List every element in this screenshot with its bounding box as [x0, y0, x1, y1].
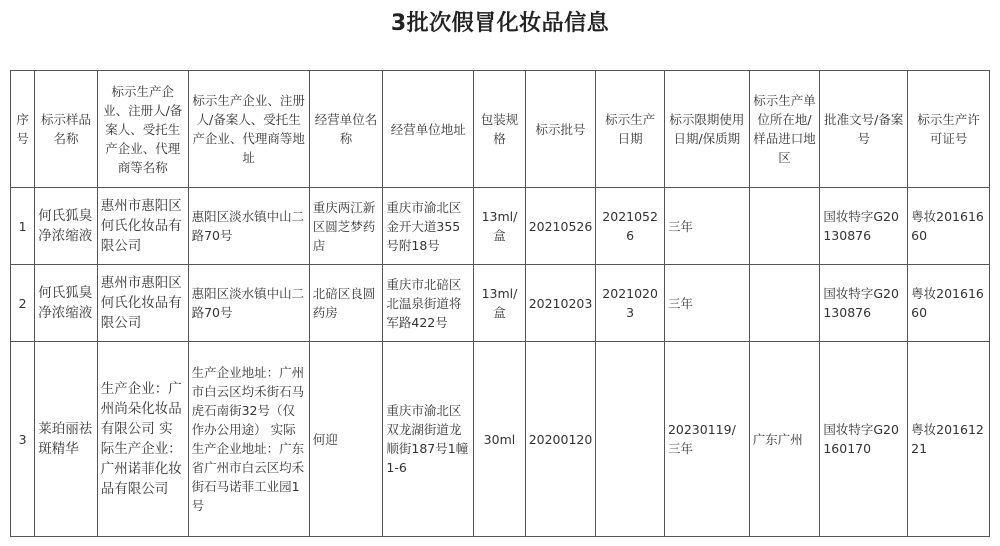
cell-shelf-life: 20230119/三年: [664, 342, 749, 537]
cell-batch: 20200120: [525, 342, 596, 537]
table-row: [11, 342, 990, 537]
cell-sample-name: 何氏狐臭净浓缩液: [35, 188, 98, 265]
cell-origin: [749, 265, 820, 342]
cell-seller-name: 何迎: [309, 342, 383, 537]
cell-seller-address: 重庆市北碚区北温泉街道将军路422号: [383, 265, 474, 342]
cell-seller-address: 重庆市渝北区双龙湖街道龙顺街187号1幢1-6: [383, 342, 474, 537]
column-header-sample-name: 标示样品名称: [35, 71, 98, 188]
cell-sample-name: 何氏狐臭净浓缩液: [35, 265, 98, 342]
column-header-origin: 标示生产单位所在地/样品进口地区: [749, 71, 820, 188]
cell-production-date: 20210203: [596, 265, 665, 342]
cell-producer-address: 生产企业地址：广州市白云区均禾街石马虎石南街32号（仅作办公用途） 实际生产企业地址：广东省广州市白云区均禾街石马诺菲工业园1号: [188, 342, 309, 537]
cell-sample-name: 莱珀丽祛斑精华: [35, 342, 98, 537]
cell-approval-no: 国妆特字G20130876: [820, 188, 908, 265]
cell-shelf-life: 三年: [664, 188, 749, 265]
cell-shelf-life: 三年: [664, 265, 749, 342]
cell-approval-no: 国妆特字G20130876: [820, 265, 908, 342]
cell-origin: 广东广州: [749, 342, 820, 537]
cell-batch: 20210203: [525, 265, 596, 342]
table-row: [11, 188, 990, 265]
column-header-production-date: 标示生产日期: [596, 71, 665, 188]
column-header-producer-address: 标示生产企业、注册人/备案人、受托生产企业、代理商等地址: [188, 71, 309, 188]
cell-producer-address: 惠阳区淡水镇中山二路70号: [188, 265, 309, 342]
cell-batch: 20210526: [525, 188, 596, 265]
cell-production-date: [596, 342, 665, 537]
cell-license-no: 粤妆20161660: [908, 188, 990, 265]
column-header-seller-address: 经营单位地址: [383, 71, 474, 188]
table-row: [11, 265, 990, 342]
column-header-batch: 标示批号: [525, 71, 596, 188]
column-header-seller-name: 经营单位名称: [309, 71, 383, 188]
column-header-producer-name: 标示生产企业、注册人/备案人、受托生产企业、代理商等名称: [97, 71, 188, 188]
counterfeit-cosmetics-table: [10, 70, 990, 537]
cell-no: 1: [11, 188, 35, 265]
cell-origin: [749, 188, 820, 265]
cell-package: 13ml/盒: [474, 265, 525, 342]
cell-license-no: 粤妆20161221: [908, 342, 990, 537]
table-header-row: [11, 71, 990, 188]
cell-seller-address: 重庆市渝北区金开大道355号附18号: [383, 188, 474, 265]
cell-package: 30ml: [474, 342, 525, 537]
cell-seller-name: 北碚区良圆药房: [309, 265, 383, 342]
cell-no: 2: [11, 265, 35, 342]
column-header-package: 包装规格: [474, 71, 525, 188]
column-header-shelf-life: 标示限期使用日期/保质期: [664, 71, 749, 188]
cell-producer-address: 惠阳区淡水镇中山二路70号: [188, 188, 309, 265]
cell-package: 13ml/盒: [474, 188, 525, 265]
cell-seller-name: 重庆两江新区圆芝梦药店: [309, 188, 383, 265]
column-header-approval-no: 批准文号/备案号: [820, 71, 908, 188]
column-header-license-no: 标示生产许可证号: [908, 71, 990, 188]
cell-production-date: 20210526: [596, 188, 665, 265]
cell-producer-name: 生产企业：广州尚朵化妆品有限公司 实际生产企业：广州诺菲化妆品有限公司: [97, 342, 188, 537]
page-title: 3批次假冒化妆品信息: [390, 11, 610, 36]
cell-license-no: 粤妆20161660: [908, 265, 990, 342]
cell-producer-name: 惠州市惠阳区何氏化妆品有限公司: [97, 265, 188, 342]
cell-no: 3: [11, 342, 35, 537]
cell-producer-name: 惠州市惠阳区何氏化妆品有限公司: [97, 188, 188, 265]
cell-approval-no: 国妆特字G20160170: [820, 342, 908, 537]
column-header-no: 序号: [11, 71, 35, 188]
